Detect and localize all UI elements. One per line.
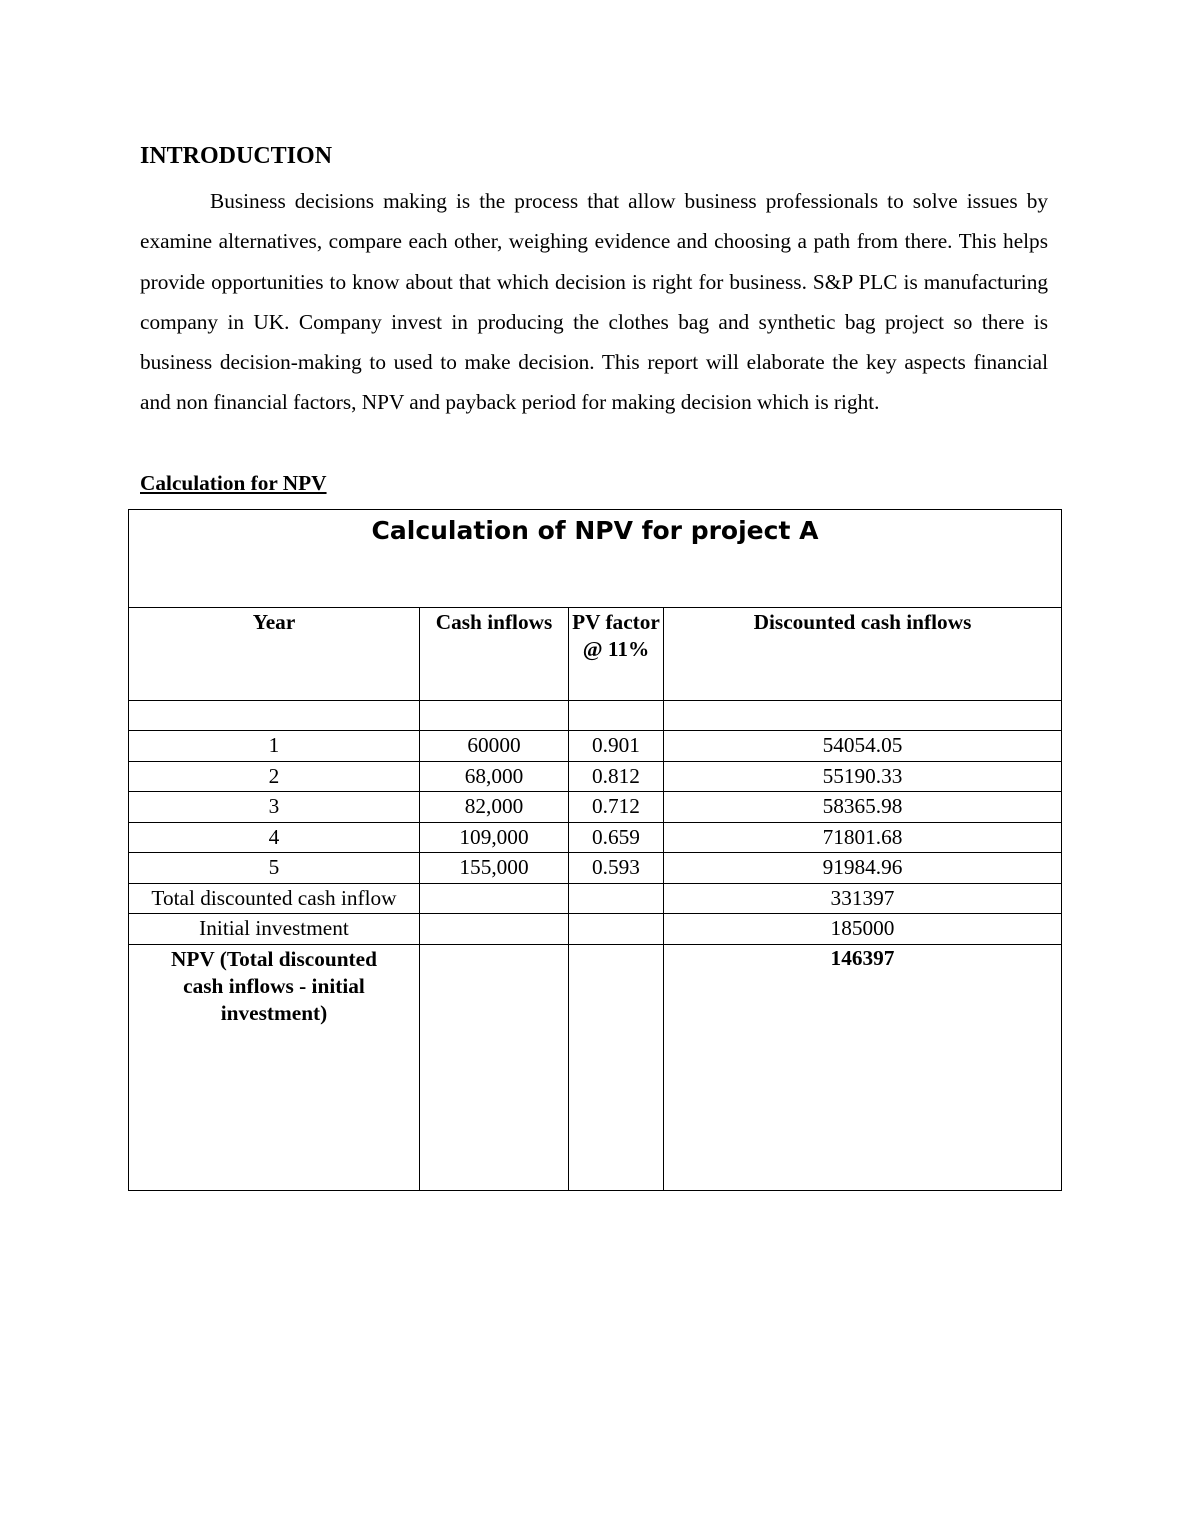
cell-cash-inflow: 155,000: [420, 853, 569, 884]
table-row: [129, 731, 1062, 762]
table-row: [129, 822, 1062, 853]
cell-cash-inflow: 82,000: [420, 792, 569, 823]
cell-pv-factor: 0.812: [569, 761, 664, 792]
npv-table: [128, 509, 1062, 1191]
total-label: Total discounted cash inflow: [129, 883, 420, 914]
investment-value: 185000: [664, 914, 1062, 945]
npv-value: 146397: [664, 944, 1062, 1190]
investment-label: Initial investment: [129, 914, 420, 945]
cell-discounted: 55190.33: [664, 761, 1062, 792]
header-pv-factor: PV factor @ 11%: [569, 608, 664, 701]
cell-cash-inflow: 68,000: [420, 761, 569, 792]
cell-pv-factor: 0.712: [569, 792, 664, 823]
cell-cash-inflow: 60000: [420, 731, 569, 762]
cell-year: 1: [129, 731, 420, 762]
intro-paragraph: Business decisions making is the process that allow business professionals to solve issues by examine alternatives, compare each other, weighing evidence and choosing a path from there. This helps provide opportunities to know about that which decision is right for business. S&P PLC is manufacturing company in UK. Company invest in producing the clothes bag and synthetic bag project so there is business decision-making to used to make decision. This report will elaborate the key aspects financial and non financial factors, NPV and payback period for making decision which is right.: [140, 189, 1048, 415]
cell-cash-inflow: 109,000: [420, 822, 569, 853]
table-row: [129, 761, 1062, 792]
cell-year: 2: [129, 761, 420, 792]
table-title: Calculation of NPV for project A: [129, 510, 1062, 608]
header-year: Year: [129, 608, 420, 701]
cell-pv-factor: 0.659: [569, 822, 664, 853]
section-heading: INTRODUCTION: [140, 143, 333, 169]
cell-pv-factor: 0.901: [569, 731, 664, 762]
cell-year: 5: [129, 853, 420, 884]
table-row: [129, 853, 1062, 884]
cell-year: 4: [129, 822, 420, 853]
header-cash-inflows: Cash inflows: [420, 608, 569, 701]
cell-discounted: 91984.96: [664, 853, 1062, 884]
table-row-empty: [129, 701, 1062, 731]
cell-discounted: 58365.98: [664, 792, 1062, 823]
cell-discounted: 71801.68: [664, 822, 1062, 853]
header-discounted: Discounted cash inflows: [664, 608, 1062, 701]
npv-subheading: Calculation for NPV: [140, 471, 327, 495]
npv-label: NPV (Total discounted cash inflows - initial investment): [129, 944, 420, 1190]
cell-pv-factor: 0.593: [569, 853, 664, 884]
table-header-row: [129, 608, 1062, 701]
cell-year: 3: [129, 792, 420, 823]
table-row: [129, 792, 1062, 823]
cell-discounted: 54054.05: [664, 731, 1062, 762]
table-row-npv: [129, 944, 1062, 1190]
table-row-investment: [129, 914, 1062, 945]
total-value: 331397: [664, 883, 1062, 914]
table-row-total: [129, 883, 1062, 914]
